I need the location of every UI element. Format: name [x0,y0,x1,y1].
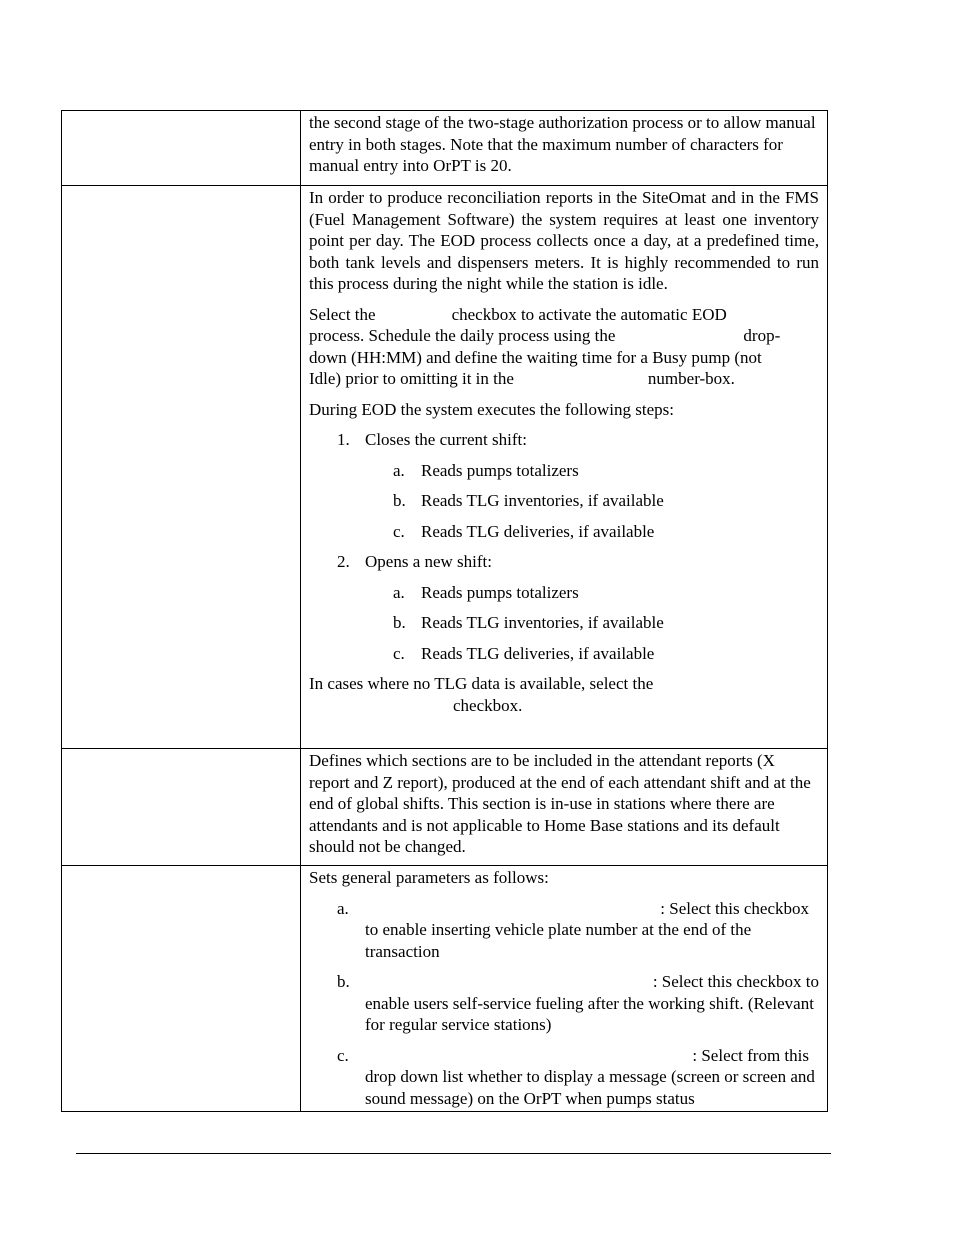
description-cell [301,866,828,1112]
description-paragraph: Defines which sections are to be included in the attendant reports (X report and Z report), produced at the end of each attendant shift and at the end of global shifts. This section is in-use in stations where there are attendants and is not applicable to Home Base stations and its default should not be changed. [309,751,811,856]
description-cell [301,186,828,749]
list-item: 1. Closes the current shift: [337,430,527,449]
list-item: c. Reads TLG deliveries, if available [393,643,655,663]
eod-steps-intro: During EOD the system executes the following steps: [309,399,674,419]
eod-substeps-list [309,582,819,665]
list-item: b. Reads TLG inventories, if available [393,613,664,632]
table-row [62,749,828,866]
eod-substeps-list [309,460,819,543]
list-item: a. : Select this checkbox to enable inserting vehicle plate number at the end of the transaction [337,898,809,961]
general-params-intro: Sets general parameters as follows: [309,868,549,887]
list-item: c. : Select from this drop down list whether to display a message (screen or screen and sound message) on the OrPT when pumps status [337,1045,815,1108]
description-cell [301,111,828,186]
eod-intro-paragraph: In order to produce reconciliation reports in the SiteOmat and in the FMS (Fuel Management Software) the system requires at least one inventory point per day. The EOD process collects once a day, at a predefined time, both tank levels and dispensers meters. It is highly recommended to run this process during the night while the station is idle. [309,188,819,293]
parameter-name-cell [62,186,301,749]
parameter-name-cell [62,866,301,1112]
list-item: a. Reads pumps totalizers [393,460,579,480]
list-item: b. : Select this checkbox to enable users self-service fueling after the working shift. (Relevant for regular service stations) [337,972,819,1034]
list-item: a. Reads pumps totalizers [393,582,579,602]
parameters-table [61,110,828,1112]
table-row [62,186,828,749]
parameter-name-cell [62,749,301,866]
list-item: b. Reads TLG inventories, if available [393,491,664,510]
general-params-list [309,898,819,1110]
table-row [62,866,828,1112]
parameter-name-cell [62,111,301,186]
list-item: 2. Opens a new shift: [337,552,493,571]
list-item: c. Reads TLG deliveries, if available [393,521,655,541]
table-row [62,111,828,186]
footer-divider [76,1153,831,1154]
tlg-paragraph: In cases where no TLG data is available, select the checkbox. [309,674,654,715]
eod-select-paragraph: Select the checkbox to activate the automatic EOD process. Schedule the daily process using the drop- down (HH:MM) and define the waiting time for a Busy pump (not Idle) prior to omitting it in the number-box. [309,304,781,388]
eod-steps-list [309,429,819,451]
description-paragraph: the second stage of the two-stage authorization process or to allow manual entry in both stages. Note that the maximum number of characters for manual entry into OrPT is 20. [309,113,816,175]
description-cell [301,749,828,866]
eod-steps-list [309,551,819,573]
